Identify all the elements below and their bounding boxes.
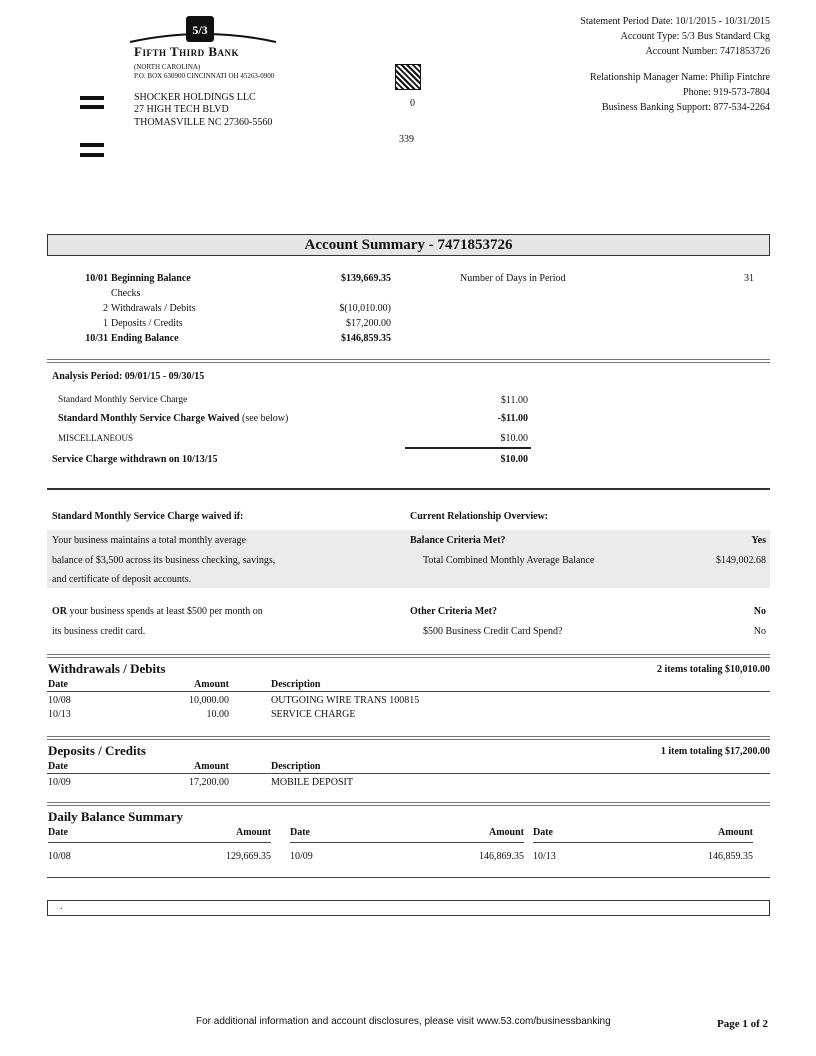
- col-amount: Amount: [193, 761, 229, 772]
- account-type: Account Type: 5/3 Bus Standard Ckg: [620, 31, 770, 42]
- barcode-mark: [80, 143, 104, 147]
- daily-col-rule: [48, 842, 271, 843]
- daily-col-amount: Amount: [488, 827, 524, 838]
- analysis-title: Analysis Period: 09/01/15 - 09/30/15: [52, 371, 205, 382]
- col-description: Description: [271, 679, 321, 690]
- analysis-total-label: Service Charge withdrawn on 10/13/15: [52, 454, 218, 465]
- waiver-title: Standard Monthly Service Charge waived if:: [52, 511, 244, 522]
- summary-row-label: Beginning Balance: [111, 273, 191, 284]
- manager-name: Relationship Manager Name: Philip Fintchre: [590, 72, 770, 83]
- row-date: 10/08: [48, 695, 71, 706]
- or-label: OR: [52, 606, 67, 617]
- analysis-row-label: MISCELLANEOUS: [58, 433, 134, 443]
- combined-balance-value: $149,002.68: [716, 555, 766, 566]
- credit-spend-value: No: [753, 626, 766, 637]
- daily-col-rule: [290, 842, 524, 843]
- qr-code-icon: [396, 65, 420, 89]
- daily-col-rule: [533, 842, 753, 843]
- analysis-row-amount: -$11.00: [497, 413, 528, 424]
- row-amount: 10.00: [206, 709, 229, 720]
- col-description: Description: [271, 761, 321, 772]
- divider: [47, 802, 770, 806]
- customer-name: SHOCKER HOLDINGS LLC: [134, 92, 256, 103]
- summary-row-label: Ending Balance: [111, 333, 179, 344]
- row-amount: 17,200.00: [189, 777, 229, 788]
- summary-title-bar: Account Summary - 7471853726: [47, 234, 770, 256]
- summary-row-amount: $139,669.35: [341, 273, 391, 284]
- analysis-total-amount: $10.00: [500, 454, 528, 465]
- logo-arc-icon: [128, 14, 278, 44]
- daily-date: 10/09: [290, 851, 313, 862]
- withdrawals-title: Withdrawals / Debits: [48, 661, 166, 676]
- col-date: Date: [48, 761, 68, 772]
- statement-period: Statement Period Date: 10/1/2015 - 10/31/2015: [580, 16, 770, 27]
- divider: [47, 488, 770, 490]
- daily-amount: 146,869.35: [479, 851, 524, 862]
- summary-row-label: Withdrawals / Debits: [111, 303, 196, 314]
- waived-label: Standard Monthly Service Charge Waived: [58, 413, 240, 424]
- daily-title: Daily Balance Summary: [48, 809, 184, 824]
- barcode-mark: [80, 153, 104, 157]
- row-description: MOBILE DEPOSIT: [271, 777, 353, 788]
- analysis-row-amount: $11.00: [500, 395, 528, 406]
- bank-state: (NORTH CAROLINA): [134, 63, 201, 71]
- customer-street: 27 HIGH TECH BLVD: [134, 104, 229, 115]
- row-date: 10/13: [48, 709, 71, 720]
- summary-row-amount: $146,859.35: [341, 333, 391, 344]
- total-rule: [405, 447, 531, 449]
- row-description: OUTGOING WIRE TRANS 100815: [271, 695, 420, 706]
- analysis-row-label: [58, 413, 288, 424]
- balance-criteria-value: Yes: [751, 535, 766, 546]
- statement-info: [580, 14, 770, 59]
- divider: [47, 359, 770, 363]
- deposits-total: 1 item totaling $17,200.00: [660, 746, 770, 757]
- analysis-row-amount: $10.00: [500, 433, 528, 444]
- daily-col-amount: Amount: [235, 827, 271, 838]
- daily-col-date: Date: [48, 827, 68, 838]
- daily-date: 10/13: [533, 851, 556, 862]
- notice-box: .: [47, 900, 770, 916]
- manager-phone: Phone: 919-573-7804: [683, 87, 770, 98]
- daily-date: 10/08: [48, 851, 71, 862]
- code-2: 339: [399, 134, 414, 145]
- waiver-text: [52, 606, 263, 617]
- balance-criteria-label: Balance Criteria Met?: [410, 535, 506, 546]
- summary-row-amount: $(10,010.00): [339, 303, 391, 314]
- svg-text:5/3: 5/3: [192, 23, 208, 37]
- summary-row-label: Checks: [111, 288, 141, 299]
- daily-col-amount: Amount: [717, 827, 753, 838]
- waiver-text: Your business maintains a total monthly average: [52, 535, 246, 546]
- row-date: 10/09: [48, 777, 71, 788]
- days-label: Number of Days in Period: [460, 273, 566, 284]
- divider: [47, 654, 770, 658]
- summary-row-date: 1: [103, 318, 108, 329]
- combined-balance-label: Total Combined Monthly Average Balance: [423, 555, 595, 566]
- waived-note: (see below): [241, 413, 289, 424]
- waiver-or-text: your business spends at least $500 per month on: [67, 606, 263, 617]
- customer-city: THOMASVILLE NC 27360-5560: [134, 117, 273, 128]
- daily-amount: 129,669.35: [226, 851, 271, 862]
- footer-text: For additional information and account disclosures, please visit www.53.com/businessbanking: [196, 1016, 611, 1027]
- bank-name: Fifth Third Bank: [134, 44, 240, 59]
- summary-row-date: 10/31: [85, 333, 108, 344]
- other-criteria-value: No: [753, 606, 766, 617]
- support-phone: Business Banking Support: 877-534-2264: [601, 102, 770, 113]
- summary-row-date: 2: [103, 303, 108, 314]
- manager-info: [590, 70, 770, 115]
- row-amount: 10,000.00: [189, 695, 229, 706]
- row-description: SERVICE CHARGE: [271, 709, 356, 720]
- col-date: Date: [48, 679, 68, 690]
- daily-col-date: Date: [290, 827, 310, 838]
- divider: [47, 736, 770, 740]
- deposits-title: Deposits / Credits: [48, 743, 146, 758]
- summary-row-amount: $17,200.00: [346, 318, 391, 329]
- barcode-mark: [80, 96, 104, 100]
- barcode-mark: [80, 105, 104, 109]
- credit-spend-label: $500 Business Credit Card Spend?: [423, 626, 563, 637]
- overview-title: Current Relationship Overview:: [410, 511, 549, 522]
- page-number: Page 1 of 2: [716, 1018, 768, 1030]
- analysis-row-label: Standard Monthly Service Charge: [58, 395, 188, 405]
- code-1: 0: [410, 98, 415, 109]
- waiver-text: balance of $3,500 across its business checking, savings,: [52, 555, 276, 566]
- account-number: Account Number: 7471853726: [645, 46, 770, 57]
- col-amount: Amount: [193, 679, 229, 690]
- days-value: 31: [744, 273, 754, 284]
- summary-row-date: 10/01: [85, 273, 108, 284]
- bank-logo: [128, 14, 278, 44]
- other-criteria-label: Other Criteria Met?: [410, 606, 497, 617]
- waiver-text: and certificate of deposit accounts.: [52, 574, 192, 585]
- bank-address: P.O. BOX 630900 CINCINNATI OH 45263-0900: [134, 72, 275, 80]
- daily-amount: 146,859.35: [708, 851, 753, 862]
- daily-col-date: Date: [533, 827, 553, 838]
- withdrawals-total: 2 items totaling $10,010.00: [656, 664, 770, 675]
- waiver-text: its business credit card.: [52, 626, 146, 637]
- summary-row-label: Deposits / Credits: [111, 318, 183, 329]
